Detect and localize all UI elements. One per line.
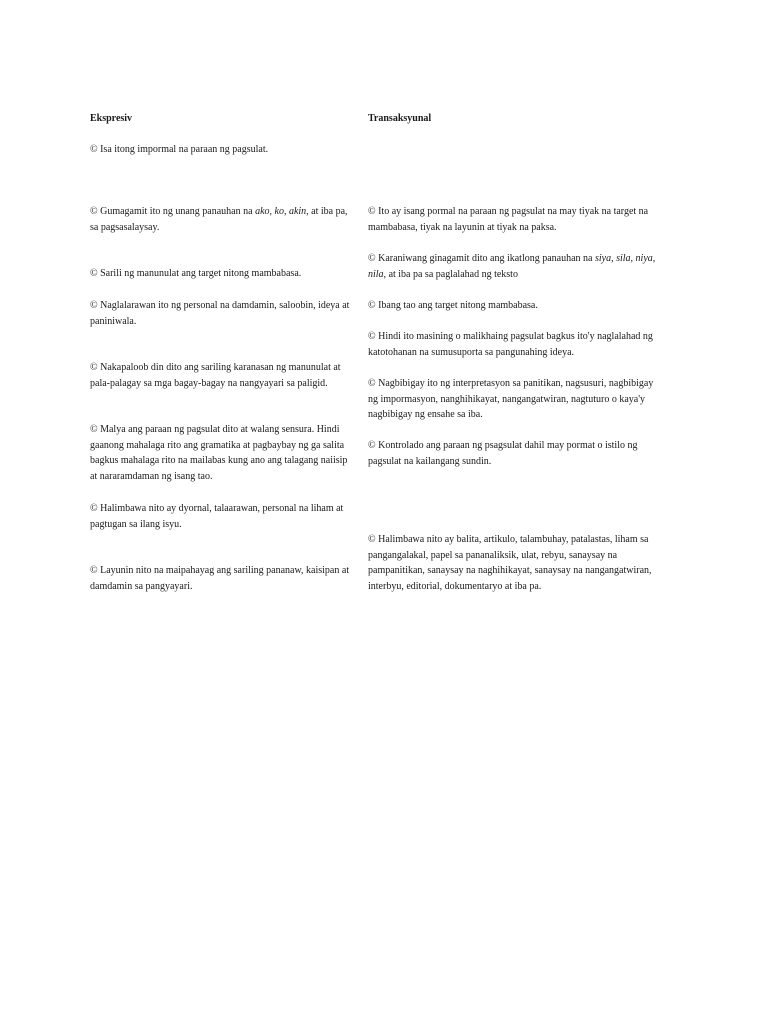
ekspresiv-point-6-line-4: at nararamdaman ng isang tao.	[90, 470, 213, 482]
transaksyunal-point-2-italic-2: nila,	[368, 268, 387, 280]
ekspresiv-point-6	[90, 422, 347, 484]
ekspresiv-point-5	[90, 360, 341, 391]
transaksyunal-point-4-line-2: katotohanan na sumusuporta sa pangunahing ideya.	[368, 346, 575, 358]
transaksyunal-point-4	[368, 329, 653, 360]
ekspresiv-point-3: © Sarili ng manunulat ang target nitong mambabasa.	[90, 268, 302, 279]
ekspresiv-point-7	[90, 501, 343, 532]
ekspresiv-point-6-line-2: gaanong mahalaga rito ang gramatika at pagbaybay ng ga salita	[90, 439, 345, 451]
ekspresiv-point-6-line-1: © Malya ang paraan ng pagsulat dito at walang sensura. Hindi	[90, 424, 340, 435]
ekspresiv-point-4-line-1: © Naglalarawan ito ng personal na damdamin, saloobin, ideya at	[90, 300, 350, 311]
ekspresiv-point-2	[90, 204, 348, 235]
transaksyunal-point-1-line-2: mambabasa, tiyak na layunin at tiyak na paksa.	[368, 221, 557, 233]
ekspresiv-point-5-line-2: pala-palagay sa mga bagay-bagay na nangyayari sa paligid.	[90, 377, 328, 389]
ekspresiv-point-2-italic: ako, ko, akin,	[255, 206, 309, 217]
ekspresiv-point-5-line-1: © Nakapaloob din dito ang sariling karanasan ng manunulat at	[90, 362, 341, 373]
ekspresiv-point-4	[90, 298, 349, 329]
transaksyunal-point-2-text-b: at iba pa sa paglalahad ng teksto	[386, 268, 518, 280]
transaksyunal-point-2-italic-1: siya, sila, niya,	[594, 253, 656, 264]
transaksyunal-point-5-line-2: ng impormasyon, nanghihikayat, nangangatwiran, nagtuturo o kaya'y	[368, 393, 646, 405]
transaksyunal-point-5-line-1: © Nagbibigay ito ng interpretasyon sa panitikan, nagsusuri, nagbibigay	[368, 378, 654, 389]
transaksyunal-point-1-line-1: © Ito ay isang pormal na paraan ng pagsulat na may tiyak na target na	[368, 206, 649, 217]
transaksyunal-point-7-line-4: interbyu, editorial, dokumentaryo at iba pa.	[368, 580, 542, 592]
transaksyunal-point-2-text-a: © Karaniwang ginagamit dito ang ikatlong panauhan na	[368, 253, 595, 264]
ekspresiv-point-7-line-2: pagtugan sa ilang isyu.	[90, 518, 182, 530]
ekspresiv-point-2-text-a: © Gumagamit ito ng unang panauhan na	[90, 206, 256, 217]
transaksyunal-point-7-line-1: © Halimbawa nito ay balita, artikulo, talambuhay, patalastas, liham sa	[368, 534, 649, 545]
transaksyunal-point-7-line-3: pampanitikan, sanaysay na naghihikayat, sanaysay na nangangatwiran,	[368, 565, 652, 576]
ekspresiv-point-8	[90, 563, 349, 594]
transaksyunal-point-5	[368, 376, 653, 423]
transaksyunal-point-3: © Ibang tao ang target nitong mambabasa.	[368, 300, 538, 311]
transaksyunal-point-6-line-1: © Kontrolado ang paraan ng psagsulat dahil may pormat o istilo ng	[368, 440, 638, 451]
transaksyunal-point-5-line-3: nagbibigay ng ensahe sa iba.	[368, 409, 483, 420]
transaksyunal-point-7-line-2: pangangalakal, papel sa pananaliksik, ulat, rebyu, sanaysay na	[368, 549, 618, 561]
ekspresiv-point-1: © Isa itong impormal na paraan ng pagsulat.	[90, 144, 269, 155]
ekspresiv-point-8-line-2: damdamin sa pangyayari.	[90, 580, 193, 592]
transaksyunal-point-6-line-2: pagsulat na kailangang sundin.	[368, 455, 492, 467]
ekspresiv-point-4-line-2: paniniwala.	[90, 315, 137, 327]
transaksyunal-point-7	[368, 532, 652, 594]
column-heading-ekspresiv: Ekspresiv	[90, 113, 133, 124]
transaksyunal-point-4-line-1: © Hindi ito masining o malikhaing pagsulat bagkus ito'y naglalahad ng	[368, 331, 653, 342]
ekspresiv-point-6-line-3: bagkus mahalaga rito na mailabas kung ano ang talagang naiisip	[90, 455, 348, 466]
ekspresiv-point-8-line-1: © Layunin nito na maipahayag ang sariling pananaw, kaisipan at	[90, 565, 350, 576]
ekspresiv-point-2-text-c: sa pagsasalaysay.	[90, 221, 160, 233]
ekspresiv-point-2-text-b: at iba pa,	[308, 206, 348, 217]
transaksyunal-point-2	[368, 251, 655, 282]
transaksyunal-point-1	[368, 204, 648, 235]
transaksyunal-point-6	[368, 438, 638, 469]
column-heading-transaksyunal: Transaksyunal	[368, 113, 432, 124]
ekspresiv-point-7-line-1: © Halimbawa nito ay dyornal, talaarawan, personal na liham at	[90, 503, 344, 514]
